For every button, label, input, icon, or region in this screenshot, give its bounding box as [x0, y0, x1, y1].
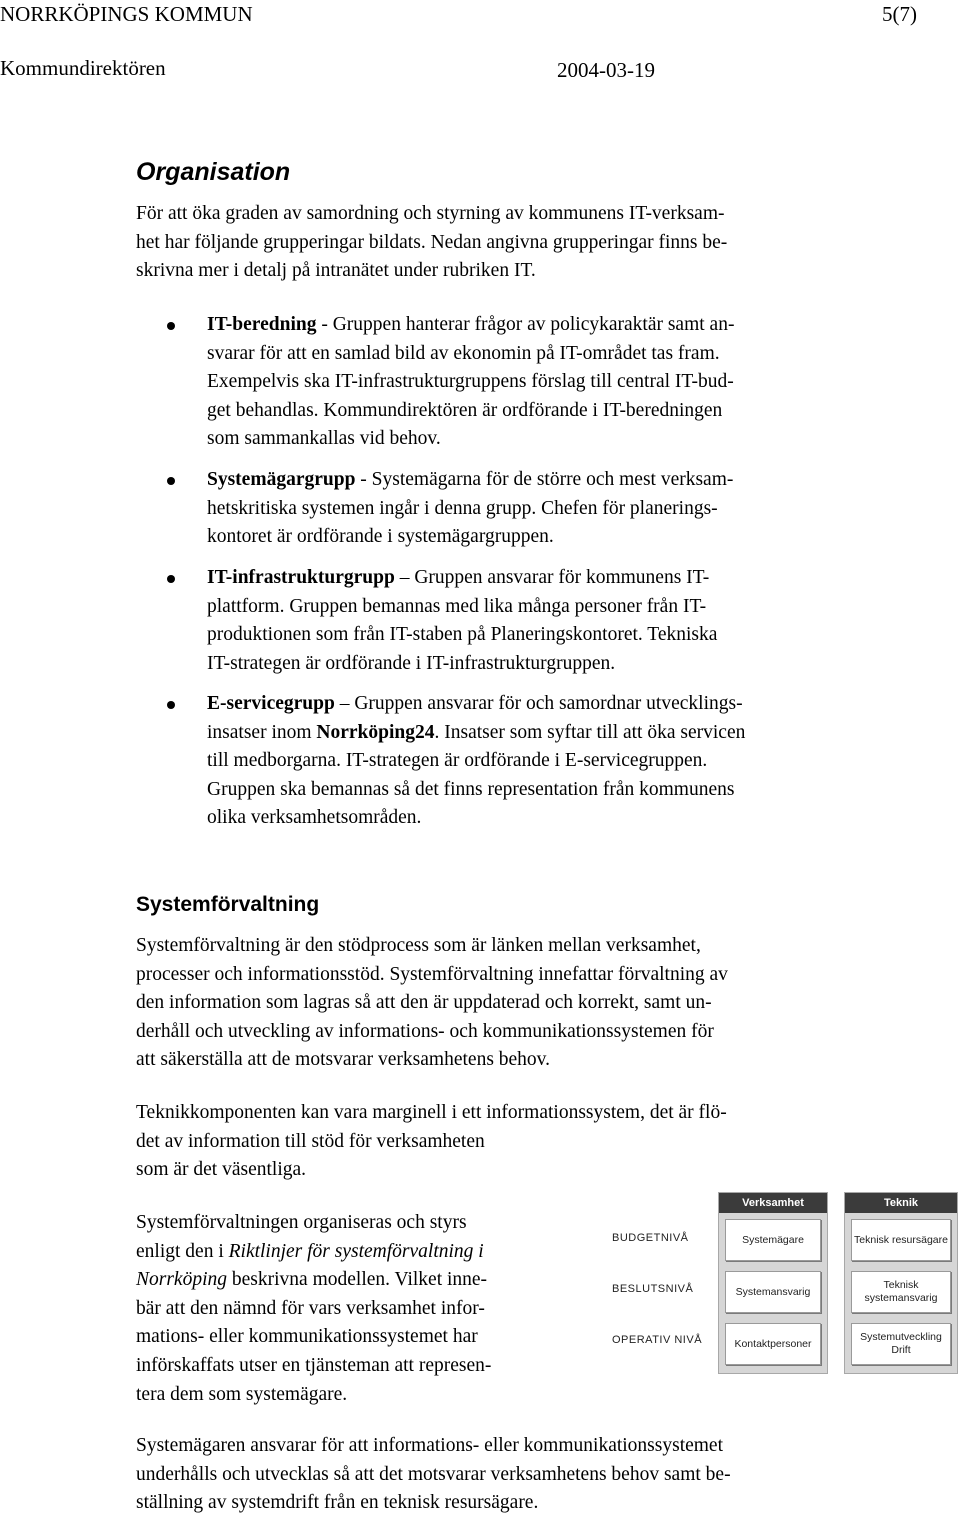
cell-teknisk-systemansvarig: Teknisk systemansvarig	[851, 1271, 951, 1313]
bullet-title: IT-beredning	[207, 314, 317, 335]
text-line: - Gruppen hanterar frågor av policykaraktär samt an-	[316, 314, 735, 335]
text-line: till medborgarna. IT-strategen är ordförande i E-servicegruppen.	[207, 750, 708, 772]
bullet-dot-icon	[167, 701, 175, 709]
text-line: Systemägaren ansvarar för att informations- eller kommunikationssystemet	[136, 1435, 724, 1456]
header-department: Kommundirektören	[0, 56, 166, 80]
text-line: - Systemägarna för de större och mest verksam-	[355, 469, 734, 490]
text-line: kontoret är ordförande i systemägargruppen.	[207, 526, 554, 548]
text-line: IT-strategen är ordförande i IT-infrastrukturgruppen.	[207, 652, 616, 674]
heading-organisation: Organisation	[136, 158, 291, 186]
text-line: svarar för att en samlad bild av ekonomin på IT-området tas fram.	[207, 342, 720, 364]
text-line: Exempelvis ska IT-infrastrukturgruppens förslag till central IT-bud-	[207, 371, 734, 393]
bullet-dot-icon	[167, 322, 175, 330]
text-line: Systemförvaltning är den stödprocess som är länken mellan verksamhet,	[136, 935, 701, 956]
riktlinjer-title-cont: Norrköping	[136, 1269, 228, 1291]
bullet-dot-icon	[167, 575, 175, 583]
text-line: den information som lagras så att den är uppdaterad och korrekt, samt un-	[136, 992, 712, 1014]
text-segment: enligt den i	[136, 1240, 229, 1262]
text-line: processer och informationsstöd. Systemförvaltning innefattar förvaltning av	[136, 963, 728, 985]
column-head-teknik: Teknik	[845, 1193, 957, 1213]
text-line: Teknikkomponenten kan vara marginell i ett informationssystem, det är flö-	[136, 1102, 727, 1123]
riktlinjer-title: Riktlinjer för systemförvaltning i	[228, 1240, 484, 1262]
text-line: Gruppen ska bemannas så det finns representation från kommunens	[207, 778, 735, 800]
text-line: mations- eller kommunikationssystemet har	[136, 1326, 478, 1348]
paragraph-2	[136, 1099, 926, 1185]
text-line: plattform. Gruppen bemannas med lika många personer från IT-	[207, 595, 707, 617]
column-head-verksamhet: Verksamhet	[719, 1193, 827, 1213]
text-segment: beskrivna modellen. Vilket inne-	[227, 1269, 488, 1291]
text-line: som sammankallas vid behov.	[207, 428, 441, 450]
bullet-e-servicegrupp	[207, 690, 897, 833]
text-line: skrivna mer i detalj på intranätet under rubriken IT.	[136, 260, 536, 282]
cell-teknisk-resursagare: Teknisk resursägare	[851, 1219, 951, 1261]
text-line: ställning av systemdrift från en teknisk resursägare.	[136, 1492, 539, 1514]
level-label-beslut: BESLUTSNIVÅ	[612, 1283, 694, 1295]
text-line: För att öka graden av samordning och styrning av kommunens IT-verksam-	[136, 203, 725, 224]
header-date: 2004-03-19	[557, 58, 655, 82]
text-line: det av information till stöd för verksamheten	[136, 1130, 485, 1152]
level-label-operativ: OPERATIV NIVÅ	[612, 1334, 703, 1346]
text-line: – Gruppen ansvarar för kommunens IT-	[394, 567, 710, 588]
header-page-number: 5(7)	[882, 2, 917, 26]
paragraph-3	[136, 1209, 606, 1409]
column-teknik	[844, 1192, 958, 1374]
bullet-title: Systemägargrupp	[207, 469, 356, 490]
text-line: Systemförvaltningen organiseras och styrs	[136, 1212, 467, 1233]
text-line: införskaffats utser en tjänsteman att represen-	[136, 1354, 492, 1376]
text-segment: insatser inom	[207, 721, 317, 743]
text-line: att säkerställa att de motsvarar verksamhetens behov.	[136, 1049, 551, 1071]
paragraph-4	[136, 1432, 926, 1518]
cell-systemansvarig: Systemansvarig	[725, 1271, 821, 1313]
bullet-title: IT-infrastrukturgrupp	[207, 567, 395, 588]
bullet-systemagargrupp	[207, 466, 897, 552]
text-line: som är det väsentliga.	[136, 1159, 307, 1181]
text-line: bär att den nämnd för vars verksamhet infor-	[136, 1297, 485, 1319]
bullet-it-beredning	[207, 311, 897, 454]
text-segment: . Insatser som syftar till att öka servicen	[434, 721, 746, 743]
norrkoping24-term: Norrköping24	[316, 721, 435, 743]
text-line: hetskritiska systemen ingår i denna grupp. Chefen för planerings-	[207, 497, 718, 519]
paragraph-1	[136, 932, 926, 1075]
cell-systemagare: Systemägare	[725, 1219, 821, 1261]
text-line: produktionen som från IT-staben på Planeringskontoret. Tekniska	[207, 624, 718, 646]
level-label-budget: BUDGETNIVÅ	[612, 1232, 689, 1244]
text-line: get behandlas. Kommundirektören är ordförande i IT-beredningen	[207, 399, 723, 421]
bullet-title: E-servicegrupp	[207, 693, 335, 714]
text-line: olika verksamhetsområden.	[207, 807, 422, 829]
organisation-intro	[136, 200, 916, 286]
header-org: NORRKÖPINGS KOMMUN	[0, 2, 253, 26]
text-line: tera dem som systemägare.	[136, 1383, 348, 1405]
bullet-dot-icon	[167, 477, 175, 485]
cell-kontaktpersoner: Kontaktpersoner	[725, 1323, 821, 1365]
bullet-it-infrastrukturgrupp	[207, 564, 897, 678]
column-verksamhet	[718, 1192, 828, 1374]
text-line: underhålls och utvecklas så att det motsvarar verksamhetens behov samt be-	[136, 1463, 731, 1485]
heading-systemforvaltning: Systemförvaltning	[136, 893, 320, 916]
cell-systemutveckling-drift: Systemutveckling Drift	[851, 1323, 951, 1365]
text-line: derhåll och utveckling av informations- och kommunikationssystemen för	[136, 1020, 714, 1042]
text-line: – Gruppen ansvarar för och samordnar utvecklings-	[334, 693, 743, 714]
text-line: het har följande grupperingar bildats. Nedan angivna grupperingar finns be-	[136, 231, 728, 253]
systemforvaltning-diagram	[612, 1192, 960, 1376]
